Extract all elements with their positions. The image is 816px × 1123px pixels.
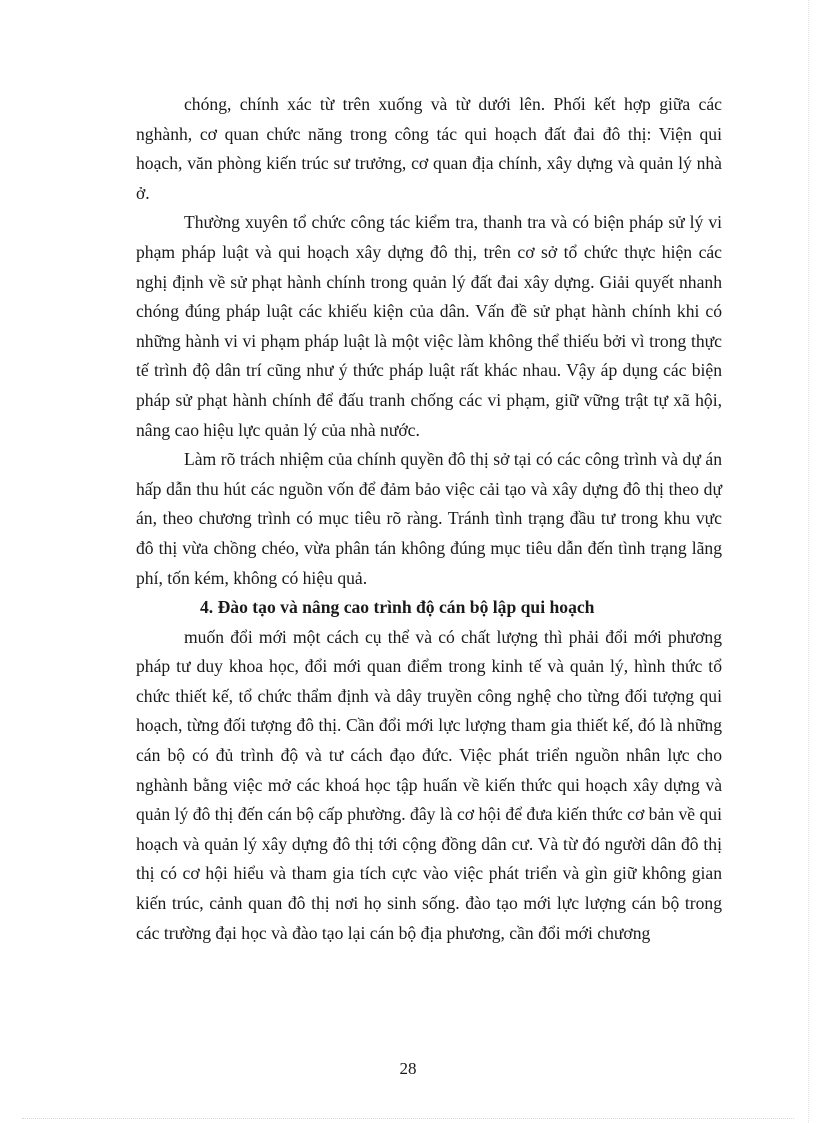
page-bottom-divider	[22, 1118, 794, 1119]
page-side-divider	[808, 0, 809, 1123]
paragraph-responsibility: Làm rõ trách nhiệm của chính quyền đô thị sở tại có các công trình và dự án hấp dẫn thu hút các nguồn vốn để đảm bảo việc cải tạo và xây dựng đô thị theo dự án, theo chương trình có mục tiêu rõ ràng. Tránh tình trạng đầu tư trong khu vực đô thị vừa chồng chéo, vừa phân tán không đúng mục tiêu dẫn đến tình trạng lãng phí, tốn kém, không có hiệu quả.	[136, 449, 722, 588]
paragraph-training: muốn đổi mới một cách cụ thể và có chất lượng thì phải đổi mới phương pháp tư duy khoa học, đổi mới quan điểm trong kinh tế và quản lý, hình thức tổ chức thiết kế, tổ chức thẩm định và dây truyền công nghệ cho từng đối tượng qui hoạch, từng đối tượng đô thị. Cần đổi mới lực lượng tham gia thiết kế, đó là những cán bộ có đủ trình độ và tư cách đạo đức. Việc phát triển nguồn nhân lực cho nghành bằng việc mở các khoá học tập huấn về kiến thức qui hoạch xây dựng và quản lý đô thị đến cán bộ cấp phường. đây là cơ hội để đưa kiến thức cơ bản về qui hoạch và quản lý xây dựng đô thị tới cộng đồng dân cư. Và từ đó người dân đô thị thị có cơ hội hiểu và tham gia tích cực vào việc phát triển và gìn giữ không gian kiến trúc, cảnh quan đô thị nơi họ sinh sống. đào tạo mới lực lượng cán bộ trong các trường đại học và đào tạo lại cán bộ địa phương, cần đổi mới chương	[136, 626, 722, 943]
page-number: 28	[399, 1059, 417, 1078]
body-text	[136, 90, 722, 948]
section-heading: 4. Đào tạo và nâng cao trình độ cán bộ lập qui hoạch	[200, 597, 595, 618]
paragraph-continuation: chóng, chính xác từ trên xuống và từ dưới lên. Phối kết hợp giữa các nghành, cơ quan chức năng trong công tác qui hoạch đất đai đô thị: Viện qui hoạch, văn phòng kiến trúc sư trưởng, cơ quan địa chính, xây dựng và quản lý nhà ở.	[136, 94, 722, 203]
paragraph-inspection: Thường xuyên tổ chức công tác kiểm tra, thanh tra và có biện pháp sử lý vi phạm pháp luật và qui hoạch xây dựng đô thị, trên cơ sở tổ chức thực hiện các nghị định về sử phạt hành chính trong quản lý đất đai xây dựng. Giải quyết nhanh chóng đúng pháp luật các khiếu kiện của dân. Vấn đề sử phạt hành chính khi có những hành vi vi phạm pháp luật là một việc làm không thể thiếu bởi vì trong thực tế trình độ dân trí cũng như ý thức pháp luật rất khác nhau. Vậy áp dụng các biện pháp sử phạt hành chính để đấu tranh chống các vi phạm, giữ vững trật tự xã hội, nâng cao hiệu lực quản lý của nhà nước.	[136, 212, 722, 440]
